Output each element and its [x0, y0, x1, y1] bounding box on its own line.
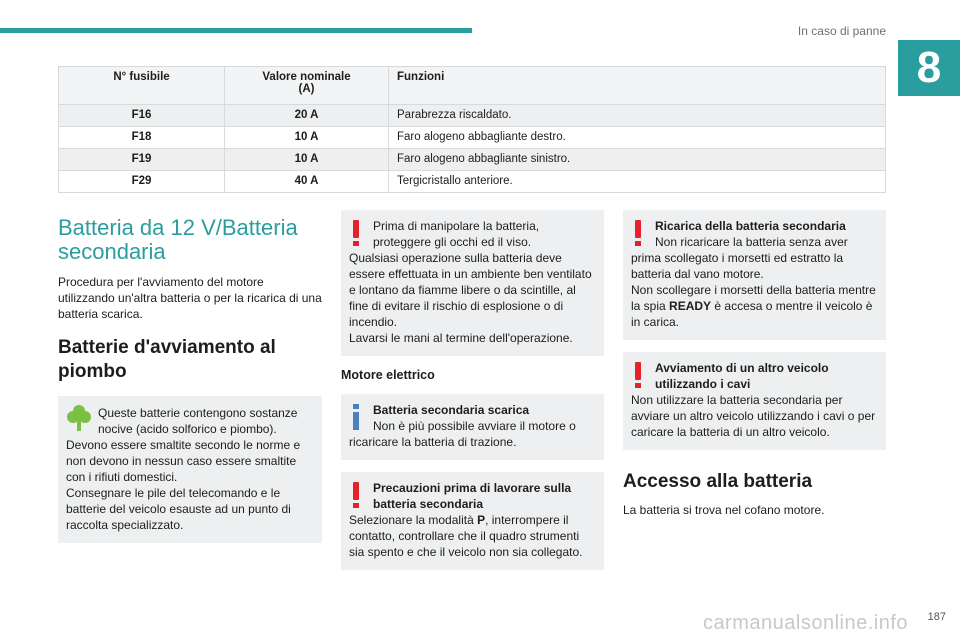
fuse-number: F16 [59, 105, 225, 127]
precautions-title: Precauzioni prima di lavorare sulla batteria secondaria [373, 481, 572, 511]
info-title: Batteria secondaria scarica [373, 403, 530, 417]
fuse-function: Faro alogeno abbagliante sinistro. [389, 149, 886, 171]
chapter-tab: 8 [898, 40, 960, 96]
table-row [59, 149, 886, 171]
fuse-rating: 40 A [225, 171, 389, 193]
jump-start-title: Avviamento di un altro veicolo utilizzando i cavi [655, 361, 829, 391]
info-icon [351, 404, 361, 430]
safety-warning-text: Qualsiasi operazione sulla batteria deve essere effettuata in un ambiente ben ventilato e lontano da fiamme libere o da scintille, al fine di evitare il rischio di esplosione o di incendio. Lavarsi le mani al termine dell'operazione. [349, 251, 592, 345]
charging-lead: Non ricaricare la batteria senza aver [655, 235, 848, 249]
warning-icon [351, 482, 361, 508]
fuse-rating: 20 A [225, 105, 389, 127]
fuse-number: F18 [59, 127, 225, 149]
charging-text-part: è accesa o mentre il veicolo è in carica. [631, 299, 873, 329]
column-right [623, 210, 886, 518]
precautions-text-part: Selezionare la modalità [349, 513, 478, 527]
electric-motor-heading: Motore elettrico [341, 368, 435, 382]
environment-note [58, 396, 322, 543]
section-title: In caso di panne [797, 24, 886, 38]
discharged-battery-info [341, 394, 604, 460]
battery-access-heading: Accesso alla batteria [623, 471, 813, 492]
fuse-function: Tergicristallo anteriore. [389, 171, 886, 193]
warning-icon [633, 220, 643, 246]
environment-note-lead: Queste batterie contengono sostanze nocive (acido solforico e piombo). [98, 406, 298, 436]
tree-icon [66, 404, 92, 436]
table-row [59, 171, 886, 193]
fuse-rating: 10 A [225, 127, 389, 149]
safety-warning [341, 210, 604, 356]
fuse-number: F19 [59, 149, 225, 171]
column-middle [341, 210, 604, 570]
ready-label: READY [669, 299, 712, 313]
column-left [58, 210, 322, 543]
watermark: carmanualsonline.info [702, 612, 908, 634]
fuse-function: Faro alogeno abbagliante destro. [389, 127, 886, 149]
warning-icon [351, 220, 361, 246]
table-header-row [59, 67, 886, 105]
battery-access-text: La batteria si trova nel cofano motore. [623, 503, 825, 517]
jump-start-warning [623, 352, 886, 450]
column-header: N° fusibile [59, 67, 225, 105]
info-lead: Non è più possibile avviare il motore o [373, 419, 576, 433]
info-text: ricaricare la batteria di trazione. [349, 435, 517, 449]
charging-text: prima scollegato i morsetti ed estratto la batteria dal vano motore. [631, 251, 844, 281]
fuse-rating: 10 A [225, 149, 389, 171]
mode-label: P [477, 513, 486, 527]
charging-text-2 [631, 282, 878, 330]
table-row [59, 127, 886, 149]
battery-intro-text: Procedura per l'avviamento del motore utilizzando un'altra batteria o per la ricarica di una batteria scarica. [58, 275, 322, 321]
column-header: Valore nominale (A) [225, 67, 389, 105]
environment-note-text: Devono essere smaltite secondo le norme e non devono in nessun caso essere smaltite con i rifiuti domestici. Consegnare le pile del telecomando e le batterie del veicolo esauste ad un punto di raccolta specializzato. [66, 438, 301, 532]
warning-icon [633, 362, 643, 388]
fuse-function: Parabrezza riscaldato. [389, 105, 886, 127]
fuse-number: F29 [59, 171, 225, 193]
page-number: 187 [927, 611, 946, 623]
header-accent-bar [0, 28, 472, 33]
safety-warning-lead: Prima di manipolare la batteria, proteggere gli occhi ed il viso. [373, 219, 540, 249]
precautions-text-part: , interrompere il contatto, controllare che il quadro strumenti sia spento e che il veicolo non sia collegato. [349, 513, 583, 559]
precautions-warning [341, 472, 604, 570]
charging-warning [623, 210, 886, 340]
column-header: Funzioni [389, 67, 886, 105]
jump-start-text: Non utilizzare la batteria secondaria per avviare un altro veicolo utilizzando i cavi o per caricare la batteria di un altro veicolo. [631, 393, 876, 439]
table-row [59, 105, 886, 127]
charging-text-part: Non scollegare i morsetti della batteria mentre la spia [631, 283, 876, 313]
battery-section-title: Batteria da 12 V/Batteria secondaria [58, 215, 298, 264]
precautions-text [349, 512, 596, 560]
lead-battery-heading: Batterie d'avviamento al piombo [58, 337, 276, 382]
fuse-table [58, 66, 886, 193]
charging-title: Ricarica della batteria secondaria [655, 219, 846, 233]
